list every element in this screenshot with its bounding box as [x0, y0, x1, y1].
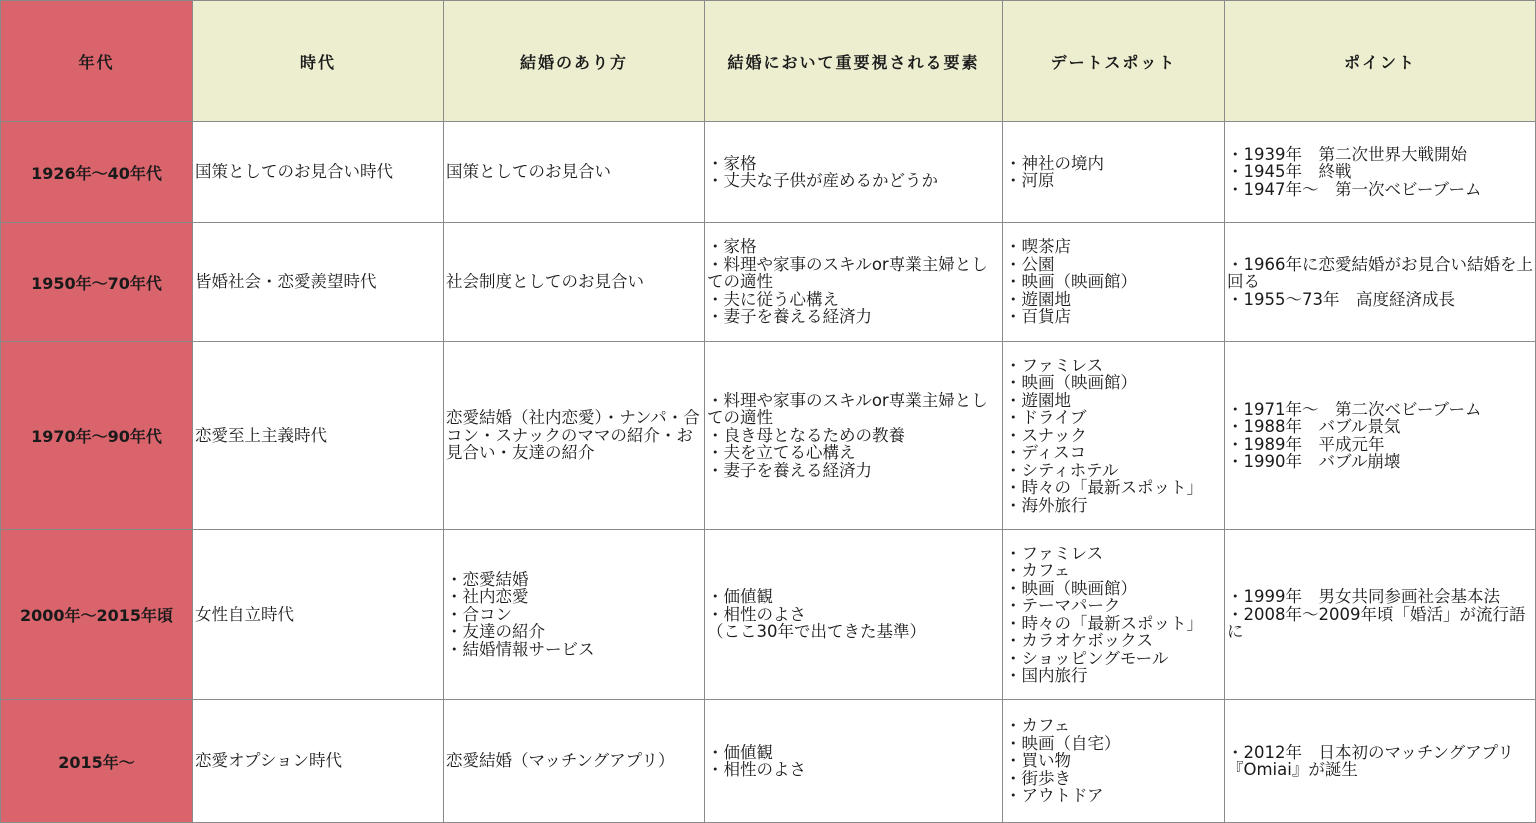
header-points: ポイント — [1225, 1, 1536, 122]
marriage-cell — [444, 342, 705, 530]
date-spots-cell — [1003, 223, 1225, 342]
factors-cell — [705, 530, 1003, 700]
factor-line: ・価値観 — [707, 742, 773, 762]
point-line: ・1947年〜 第一次ベビーブーム — [1227, 179, 1482, 199]
point-line: ・1945年 終戦 — [1227, 162, 1352, 182]
marriage-line: 社会制度としてのお見合い — [446, 272, 644, 292]
point-line: ・1999年 男女共同参画社会基本法 — [1227, 587, 1500, 607]
date-spots-cell — [1003, 342, 1225, 530]
points-cell — [1225, 122, 1536, 223]
marriage-line: 恋愛結婚（社内恋愛）・ナンパ・合コン・スナックのママの紹介・お見合い・友達の紹介 — [446, 408, 700, 463]
date-spot-line: ・アウトドア — [1005, 786, 1104, 806]
era-cell: 2015年〜 — [1, 700, 193, 823]
point-line: ・2012年 日本初のマッチングアプリ『Omiai』が誕生 — [1227, 742, 1515, 779]
marriage-line: ・結婚情報サービス — [446, 639, 595, 659]
date-spot-line: ・ファミレス — [1005, 355, 1104, 375]
date-spot-line: ・時々の「最新スポット」 — [1005, 478, 1203, 498]
factor-line: ・料理や家事のスキルor専業主婦としての適性 — [707, 390, 988, 428]
factor-line: （ここ30年で出てきた基準） — [707, 622, 926, 642]
date-spot-line: ・カフェ — [1005, 561, 1071, 580]
date-spot-line: ・映画（映画館） — [1005, 373, 1137, 393]
header-period: 時代 — [193, 1, 444, 122]
date-spot-line: ・映画（映画館） — [1005, 272, 1137, 292]
date-spot-line: ・カフェ — [1005, 716, 1071, 736]
date-spot-line: ・カラオケボックス — [1005, 631, 1154, 650]
date-spot-line: ・河原 — [1005, 171, 1055, 190]
point-line: ・2008年〜2009年頃「婚活」が流行語に — [1227, 604, 1526, 642]
date-spot-line: ・買い物 — [1005, 751, 1071, 771]
point-line: ・1966年に恋愛結婚がお見合い結婚を上回る — [1227, 254, 1533, 292]
factor-line: ・価値観 — [707, 587, 773, 607]
marriage-cell — [444, 122, 705, 223]
date-spot-line: ・海外旅行 — [1005, 495, 1088, 515]
date-spot-line: ・百貨店 — [1005, 307, 1071, 327]
factor-line: ・夫を立てる心構え — [707, 443, 856, 463]
date-spot-line: ・時々の「最新スポット」 — [1005, 613, 1203, 633]
date-spot-line: ・映画（映画館） — [1005, 578, 1137, 598]
factors-cell — [705, 122, 1003, 223]
factors-cell — [705, 223, 1003, 342]
date-spots-cell — [1003, 700, 1225, 823]
marriage-cell — [444, 530, 705, 700]
points-cell — [1225, 223, 1536, 342]
date-spot-line: ・シティホテル — [1005, 460, 1119, 480]
date-spot-line: ・ドライブ — [1005, 408, 1087, 428]
point-line: ・1988年 バブル景気 — [1227, 417, 1401, 436]
factor-line: ・家格 — [707, 237, 757, 257]
factor-line: ・料理や家事のスキルor専業主婦としての適性 — [707, 254, 988, 292]
marriage-line: ・社内恋愛 — [446, 587, 529, 607]
date-spot-line: ・テーマパーク — [1005, 596, 1121, 615]
date-spot-line: ・遊園地 — [1005, 289, 1071, 309]
date-spot-line: ・公園 — [1005, 254, 1055, 274]
period-cell — [193, 700, 444, 823]
period-cell — [193, 122, 444, 223]
date-spot-line: ・喫茶店 — [1005, 237, 1071, 257]
factor-line: ・良き母となるための教養 — [707, 425, 905, 445]
point-line: ・1990年 バブル崩壊 — [1227, 452, 1401, 471]
marriage-cell — [444, 700, 705, 823]
period-cell — [193, 342, 444, 530]
factor-line: ・妻子を養える経済力 — [707, 460, 872, 480]
factor-line: ・妻子を養える経済力 — [707, 307, 872, 327]
era-cell: 1950年〜70年代 — [1, 223, 193, 342]
point-line: ・1989年 平成元年 — [1227, 434, 1385, 454]
header-important-factors: 結婚において重要視される要素 — [705, 1, 1003, 122]
date-spot-line: ・映画（自宅） — [1005, 733, 1121, 753]
period-text: 女性自立時代 — [195, 604, 294, 624]
era-cell: 1970年〜90年代 — [1, 342, 193, 530]
factor-line: ・夫に従う心構え — [707, 289, 839, 309]
factor-line: ・相性のよさ — [707, 604, 806, 624]
marriage-line: ・合コン — [446, 604, 512, 624]
point-line: ・1971年〜 第二次ベビーブーム — [1227, 399, 1482, 419]
period-text: 恋愛オプション時代 — [195, 751, 343, 771]
header-marriage-style: 結婚のあり方 — [444, 1, 705, 122]
points-cell — [1225, 342, 1536, 530]
date-spot-line: ・スナック — [1005, 425, 1087, 445]
points-cell — [1225, 700, 1536, 823]
date-spot-line: ・街歩き — [1005, 768, 1071, 788]
factor-line: ・家格 — [707, 153, 757, 173]
points-cell — [1225, 530, 1536, 700]
date-spot-line: ・国内旅行 — [1005, 666, 1088, 685]
factor-line: ・相性のよさ — [707, 760, 806, 779]
date-spots-cell — [1003, 122, 1225, 223]
header-date-spots: デートスポット — [1003, 1, 1225, 122]
period-cell — [193, 223, 444, 342]
era-cell: 1926年〜40年代 — [1, 122, 193, 223]
marriage-line: ・恋愛結婚 — [446, 569, 529, 589]
period-text: 恋愛至上主義時代 — [195, 425, 327, 445]
marriage-line: ・友達の紹介 — [446, 622, 545, 642]
date-spot-line: ・神社の境内 — [1005, 153, 1104, 173]
point-line: ・1939年 第二次世界大戦開始 — [1227, 144, 1467, 164]
period-text: 国策としてのお見合い時代 — [195, 162, 393, 182]
period-text: 皆婚社会・恋愛羨望時代 — [195, 272, 377, 292]
marriage-cell — [444, 223, 705, 342]
factors-cell — [705, 700, 1003, 823]
marriage-line: 恋愛結婚（マッチングアプリ） — [446, 751, 675, 771]
date-spot-line: ・遊園地 — [1005, 390, 1071, 410]
date-spot-line: ・ファミレス — [1005, 543, 1104, 563]
header-era: 年代 — [1, 1, 193, 122]
factor-line: ・丈夫な子供が産めるかどうか — [707, 171, 938, 190]
date-spots-cell — [1003, 530, 1225, 700]
marriage-line: 国策としてのお見合い — [446, 162, 611, 182]
era-cell: 2000年〜2015年頃 — [1, 530, 193, 700]
factors-cell — [705, 342, 1003, 530]
point-line: ・1955〜73年 高度経済成長 — [1227, 289, 1455, 309]
date-spot-line: ・ショッピングモール — [1005, 648, 1169, 668]
date-spot-line: ・ディスコ — [1005, 443, 1087, 463]
period-cell — [193, 530, 444, 700]
